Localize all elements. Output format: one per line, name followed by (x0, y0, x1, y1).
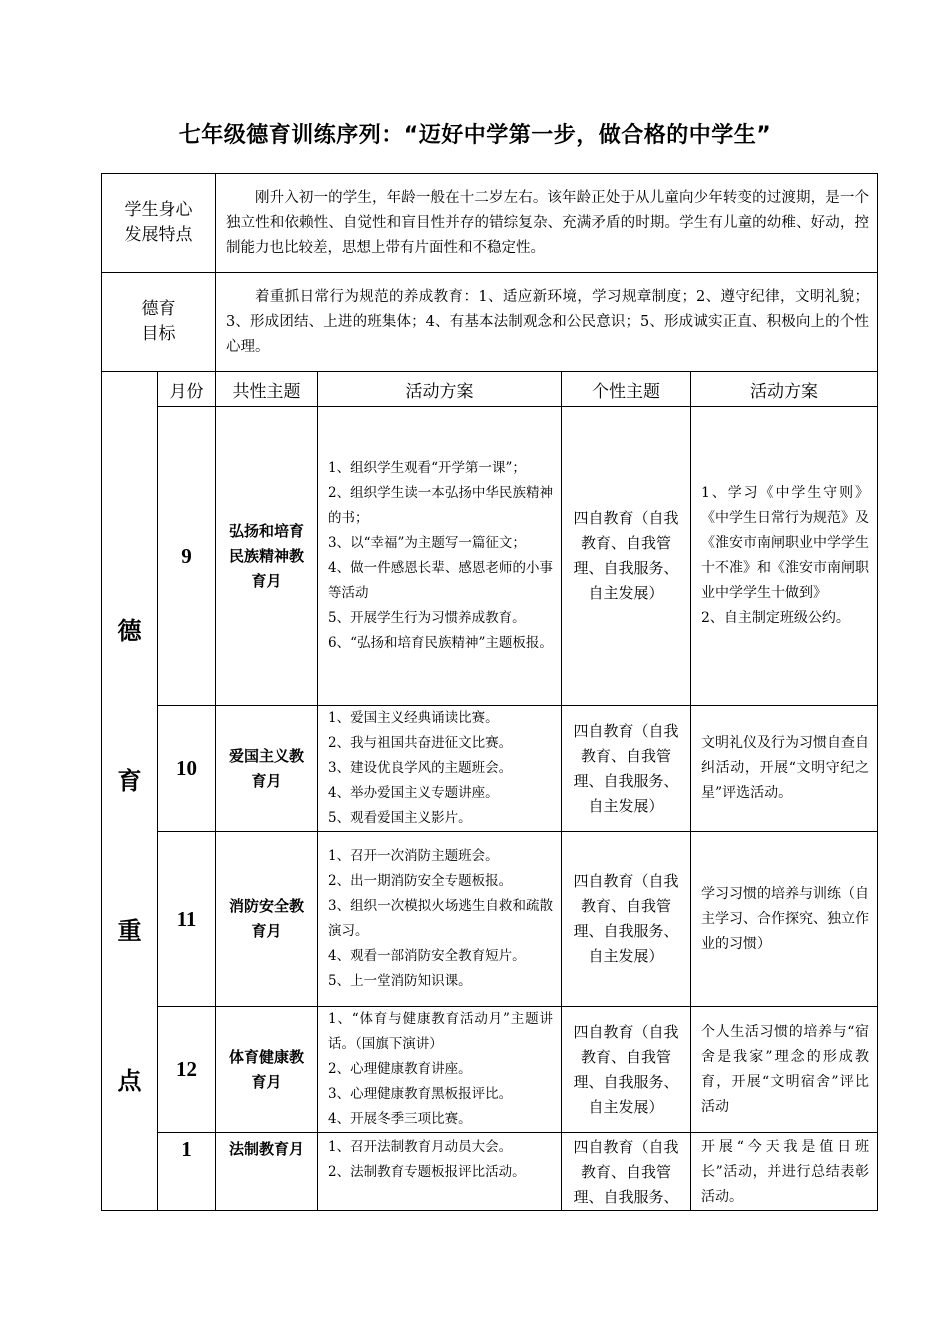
personal-theme-cell: 四自教育（自我教育、自我管理、自我服务、自主发展） (562, 1007, 691, 1133)
personal-activity-item: 1、学习《中学生守则》《中学生日常行为规范》及《淮安市南闸职业中学学生十不准》和《淮安市南闸职业中学学生十做到》 (701, 485, 869, 601)
month-cell: 11 (158, 832, 216, 1007)
characteristics-label-line: 学生身心 (124, 200, 193, 220)
activity-item: 4、开展冬季三项比赛。 (328, 1111, 472, 1127)
month-row (102, 1007, 878, 1133)
month-cell: 1 (158, 1133, 216, 1211)
personal-theme-cell: 四自教育（自我教育、自我管理、自我服务、自主发展） (562, 407, 691, 706)
activities-cell (318, 407, 562, 706)
focus-char: 重 (117, 917, 142, 945)
month-row (102, 407, 878, 706)
characteristics-label-line: 发展特点 (124, 225, 193, 245)
focus-char: 育 (117, 767, 142, 795)
personal-activity-item: 2、自主制定班级公约。 (701, 610, 850, 626)
activity-item: 1、召开法制教育月动员大会。 (328, 1139, 513, 1155)
common-theme-cell: 爱国主义教育月 (216, 706, 318, 832)
activity-item: 3、心理健康教育黑板报评比。 (328, 1086, 513, 1102)
page-title: 七年级德育训练序列：“迈好中学第一步，做合格的中学生” (178, 123, 772, 148)
activity-item: 2、组织学生读一本弘扬中华民族精神的书； (328, 485, 553, 526)
goals-row (102, 273, 878, 372)
personal-activities-cell (691, 407, 878, 706)
characteristics-text: 刚升入初一的学生，年龄一般在十二岁左右。该年龄正处于从儿童向少年转变的过渡期，是一个独立性和依赖性、自觉性和盲目性并存的错综复杂、充满矛盾的时期。学生有儿童的幼稚、好动，控制能力也比较差，思想上带有片面性和不稳定性。 (216, 174, 878, 273)
activity-item: 4、举办爱国主义专题讲座。 (328, 785, 499, 801)
focus-label (102, 372, 158, 1211)
activity-item: 5、上一堂消防知识课。 (328, 973, 472, 989)
header-common-theme: 共性主题 (216, 372, 318, 407)
personal-activities-cell (691, 1133, 878, 1211)
header-activity-plan: 活动方案 (318, 372, 562, 407)
characteristics-label (102, 174, 216, 273)
activities-cell (318, 832, 562, 1007)
month-cell: 12 (158, 1007, 216, 1133)
personal-theme-cell: 四自教育（自我教育、自我管理、自我服务、自主发展） (562, 706, 691, 832)
common-theme-cell: 法制教育月 (216, 1133, 318, 1211)
activity-item: 4、观看一部消防安全教育短片。 (328, 948, 526, 964)
focus-char: 德 (117, 617, 142, 645)
month-row (102, 832, 878, 1007)
header-month: 月份 (158, 372, 216, 407)
personal-theme-cell: 四自教育（自我教育、自我管理、自我服务、自主发展） (562, 832, 691, 1007)
activities-cell (318, 1133, 562, 1211)
activity-item: 2、出一期消防安全专题板报。 (328, 873, 513, 889)
common-theme-cell: 体育健康教育月 (216, 1007, 318, 1133)
header-row (102, 372, 878, 407)
month-row (102, 706, 878, 832)
header-personal-theme: 个性主题 (562, 372, 691, 407)
personal-theme-cell: 四自教育（自我教育、自我管理、自我服务、 (562, 1133, 691, 1211)
activity-item: 2、心理健康教育讲座。 (328, 1061, 472, 1077)
personal-activity-item: 文明礼仪及行为习惯自查自纠活动，开展“文明守纪之星”评选活动。 (701, 735, 869, 801)
activity-item: 1、组织学生观看“开学第一课”； (328, 460, 526, 476)
characteristics-row (102, 174, 878, 273)
goals-text: 着重抓日常行为规范的养成教育：1、适应新环境，学习规章制度；2、遵守纪律，文明礼貌；3、形成团结、上进的班集体；4、有基本法制观念和公民意识；5、形成诚实正直、积极向上的个性心理。 (216, 273, 878, 372)
goals-label (102, 273, 216, 372)
personal-activities-cell (691, 1007, 878, 1133)
personal-activities-cell (691, 706, 878, 832)
activity-item: 3、以“幸福”为主题写一篇征文； (328, 535, 526, 551)
personal-activity-item: 个人生活习惯的培养与“宿舍是我家”理念的形成教育，开展“文明宿舍”评比活动 (701, 1023, 869, 1115)
personal-activity-item: 学习习惯的培养与训练（自主学习、合作探究、独立作业的习惯） (701, 885, 869, 952)
common-theme-cell: 弘扬和培育民族精神教育月 (216, 407, 318, 706)
activity-item: 2、法制教育专题板报评比活动。 (328, 1164, 526, 1180)
personal-activities-cell (691, 832, 878, 1007)
activity-item: 6、“弘扬和培育民族精神”主题板报。 (328, 635, 553, 651)
activities-cell (318, 1007, 562, 1133)
common-theme-cell: 消防安全教育月 (216, 832, 318, 1007)
month-cell: 9 (158, 407, 216, 706)
activity-item: 5、观看爱国主义影片。 (328, 810, 472, 826)
goals-label-line: 目标 (141, 324, 176, 344)
header-personal-plan: 活动方案 (691, 372, 878, 407)
activity-item: 3、建设优良学风的主题班会。 (328, 760, 513, 776)
activity-item: 1、召开一次消防主题班会。 (328, 848, 499, 864)
month-row (102, 1133, 878, 1211)
month-cell: 10 (158, 706, 216, 832)
activity-item: 1、“体育与健康教育活动月”主题讲话。（国旗下演讲） (328, 1011, 553, 1052)
activity-item: 5、开展学生行为习惯养成教育。 (328, 610, 526, 626)
personal-activity-item: 开展“今天我是值日班长”活动，并进行总结表彰活动。 (701, 1139, 869, 1205)
activity-item: 4、做一件感恩长辈、感恩老师的小事等活动 (328, 560, 553, 601)
activity-item: 3、组织一次模拟火场逃生自救和疏散演习。 (328, 898, 553, 939)
focus-char: 点 (117, 1067, 142, 1095)
activity-item: 1、爱国主义经典诵读比赛。 (328, 710, 499, 726)
activities-cell (318, 706, 562, 832)
goals-label-line: 德育 (141, 299, 176, 319)
moral-education-table (101, 173, 878, 1211)
activity-item: 2、我与祖国共奋进征文比赛。 (328, 735, 513, 751)
